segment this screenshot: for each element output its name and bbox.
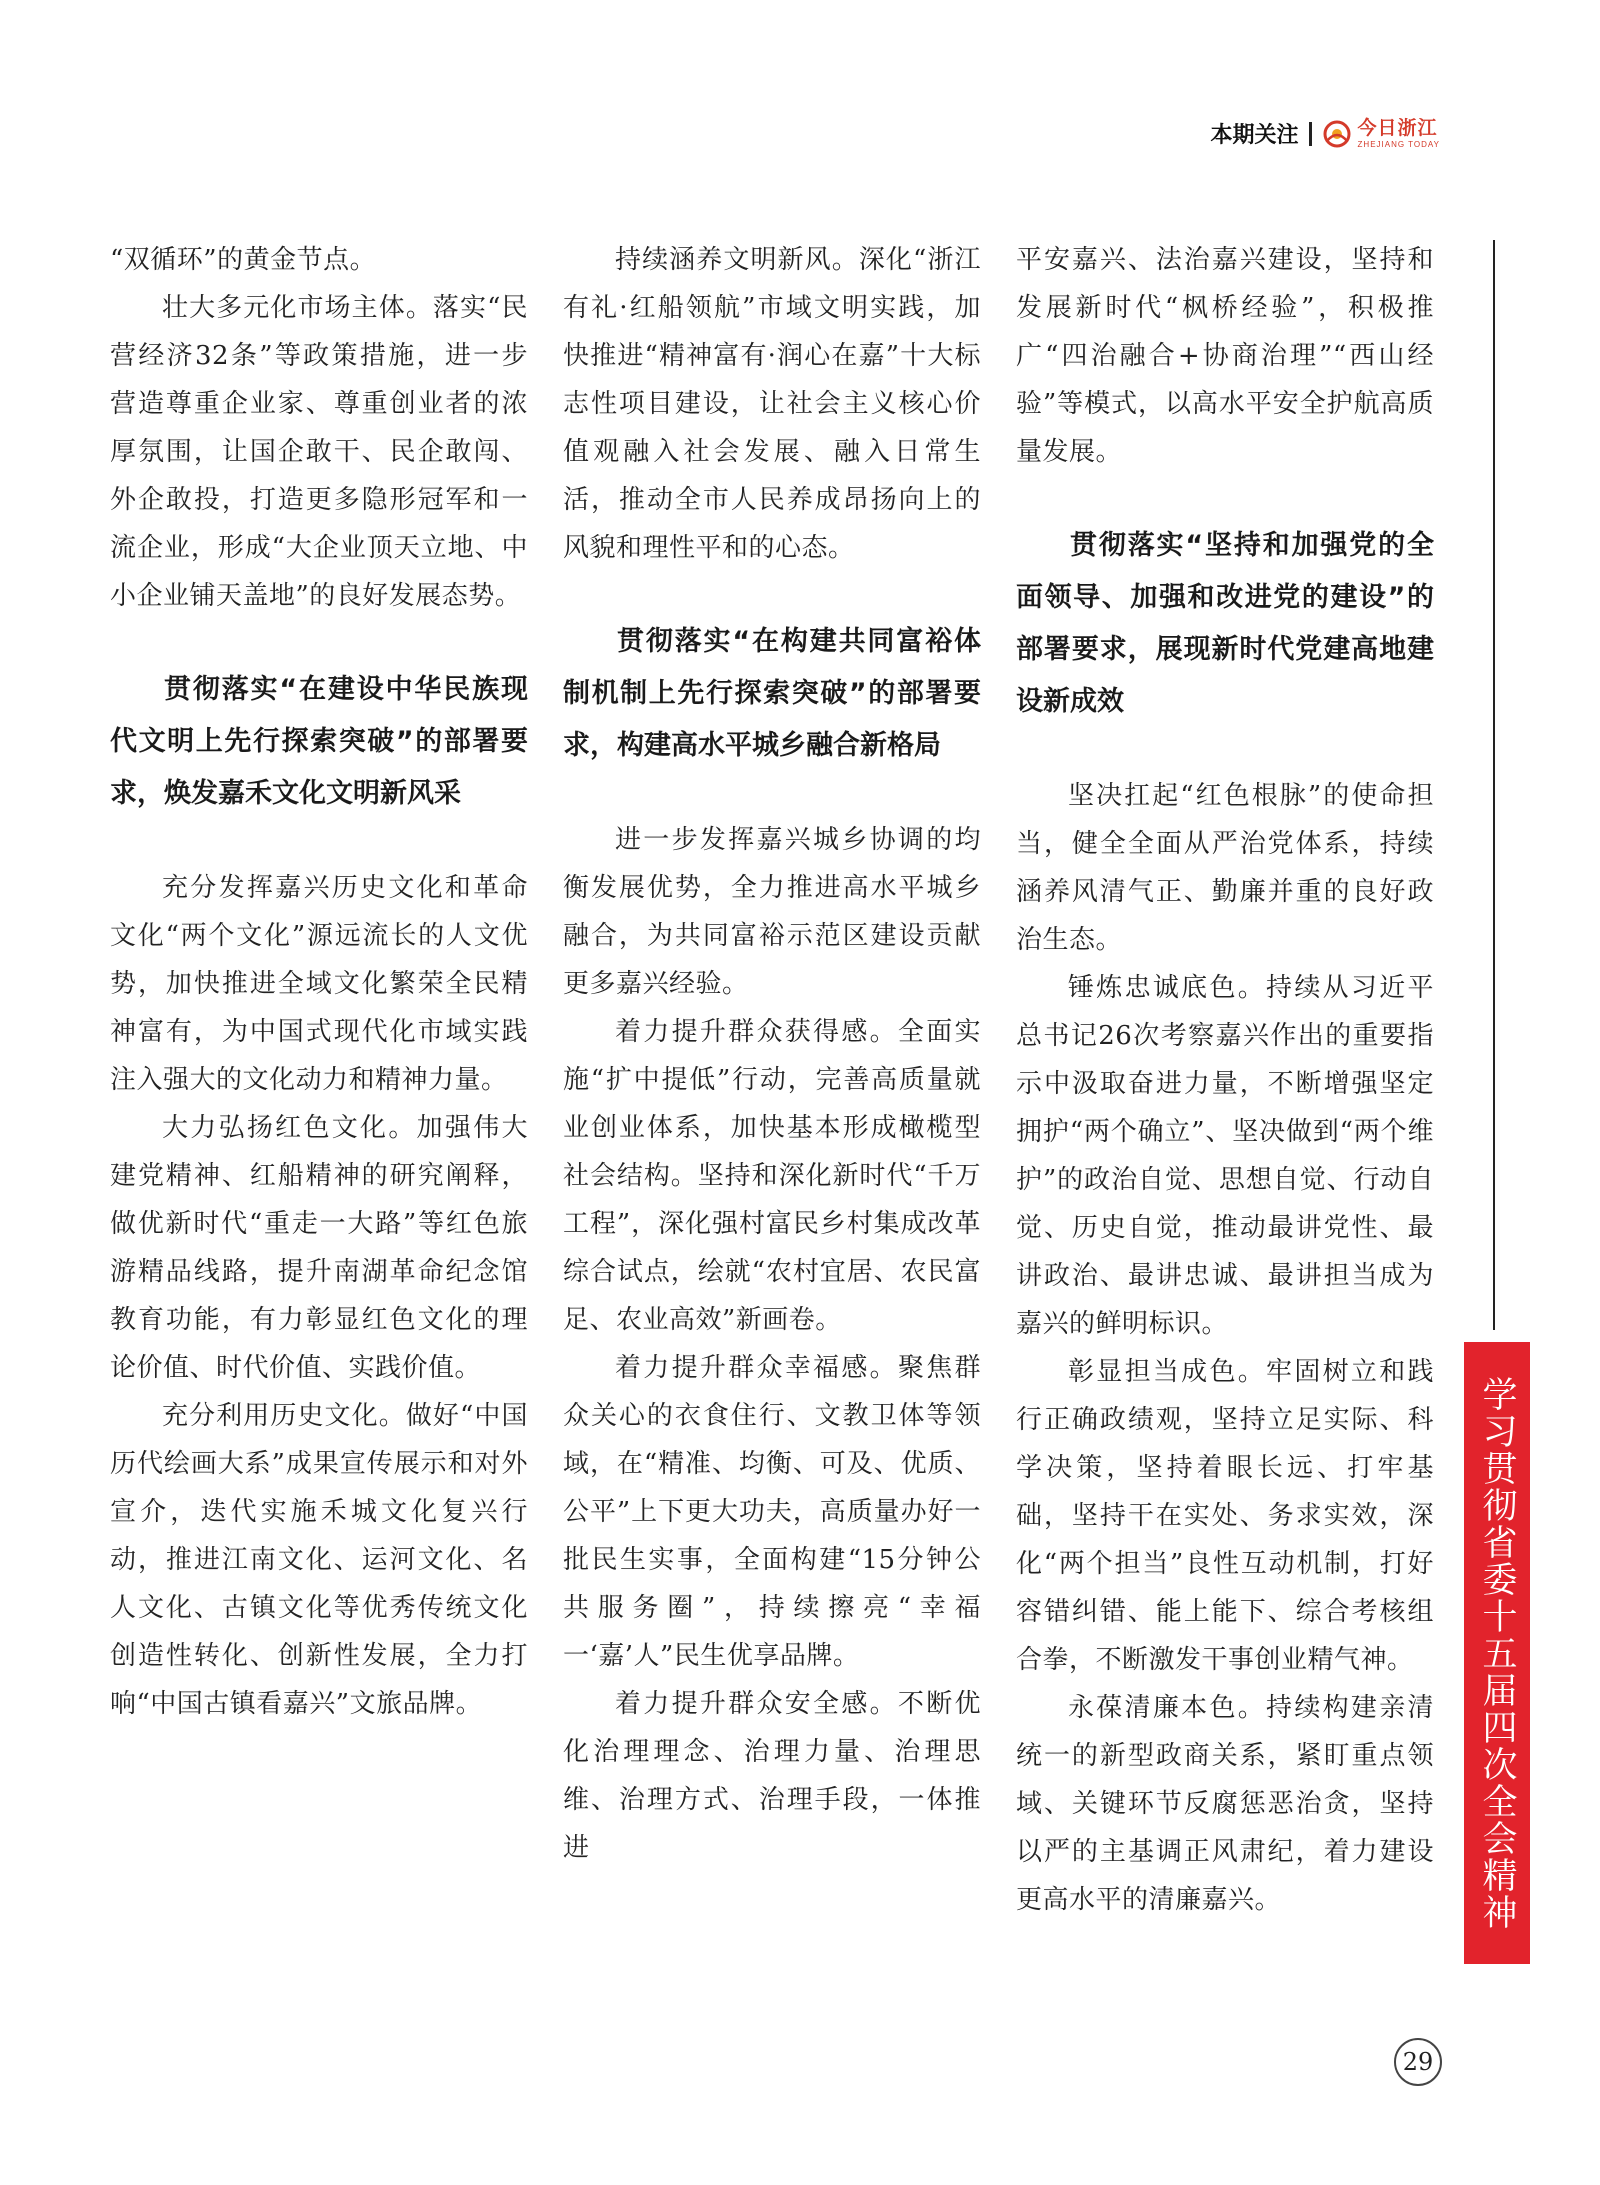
section-heading: 贯彻落实“坚持和加强党的全面领导、加强和改进党的建设”的部署要求，展现新时代党建高地建设新成效 (1016, 530, 1434, 717)
section-heading: 贯彻落实“在建设中华民族现代文明上先行探索突破”的部署要求，焕发嘉禾文化文明新风采 (110, 674, 528, 809)
paragraph: 着力提升群众获得感。全面实施“扩中提低”行动，完善高质量就业创业体系，加快基本形成橄榄型社会结构。坚持和深化新时代“千万工程”，深化强村富民乡村集成改革综合试点，绘就“农村宜居、农民富足、农业高效”新画卷。 (563, 1017, 981, 1335)
paragraph: 着力提升群众安全感。不断优化治理理念、治理力量、治理思维、治理方式、治理手段，一体推进 (563, 1689, 981, 1863)
column-2 (563, 236, 981, 1872)
column-name: 本期关注 (1210, 122, 1299, 147)
zhejiang-today-logo (1322, 119, 1440, 149)
paragraph: 壮大多元化市场主体。落实“民营经济32条”等政策措施，进一步营造尊重企业家、尊重创业者的浓厚氛围，让国企敢干、民企敢闯、外企敢投，打造更多隐形冠军和一流企业，形成“大企业顶天立地、中小企业铺天盖地”的良好发展态势。 (110, 293, 528, 611)
paragraph: 永葆清廉本色。持续构建亲清统一的新型政商关系，紧盯重点领域、关键环节反腐惩恶治贪，坚持以严的主基调正风肃纪，着力建设更高水平的清廉嘉兴。 (1016, 1693, 1434, 1915)
paragraph: 大力弘扬红色文化。加强伟大建党精神、红船精神的研究阐释，做优新时代“重走一大路”等红色旅游精品线路，提升南湖革命纪念馆教育功能，有力彰显红色文化的理论价值、时代价值、实践价值。 (110, 1113, 528, 1383)
paragraph: 着力提升群众幸福感。聚焦群众关心的衣食住行、文教卫体等领域，在“精准、均衡、可及、优质、公平”上下更大功夫，高质量办好一批民生实事，全面构建“15分钟公共服务圈”，持续擦亮“幸福一‘嘉’人”民生优享品牌。 (563, 1353, 981, 1671)
side-banner (1464, 1342, 1530, 1964)
header-divider (1309, 122, 1312, 146)
column-1 (110, 236, 528, 1728)
page-header (1211, 118, 1440, 149)
section-heading: 贯彻落实“在构建共同富裕体制机制上先行探索突破”的部署要求，构建高水平城乡融合新格局 (563, 626, 981, 761)
logo-emblem-icon (1322, 119, 1352, 149)
side-banner-text: 学习贯彻省委十五届四次全会精神 (1477, 1375, 1517, 1931)
paragraph: 彰显担当成色。牢固树立和践行正确政绩观，坚持立足实际、科学决策，坚持着眼长远、打牢基础，坚持干在实处、务求实效，深化“两个担当”良性互动机制，打好容错纠错、能上能下、综合考核组合拳，不断激发干事创业精气神。 (1016, 1357, 1434, 1675)
side-rule (1493, 240, 1495, 1330)
paragraph: 坚决扛起“红色根脉”的使命担当，健全全面从严治党体系，持续涵养风清气正、勤廉并重的良好政治生态。 (1016, 781, 1434, 955)
paragraph: 进一步发挥嘉兴城乡协调的均衡发展优势，全力推进高水平城乡融合，为共同富裕示范区建设贡献更多嘉兴经验。 (563, 825, 981, 999)
paragraph: 充分利用历史文化。做好“中国历代绘画大系”成果宣传展示和对外宣介，迭代实施禾城文化复兴行动，推进江南文化、运河文化、名人文化、古镇文化等优秀传统文化创造性转化、创新性发展，全力打响“中国古镇看嘉兴”文旅品牌。 (110, 1401, 528, 1719)
logo-chinese: 今日浙江 (1357, 117, 1438, 139)
paragraph: 充分发挥嘉兴历史文化和革命文化“两个文化”源远流长的人文优势，加快推进全域文化繁荣全民精神富有，为中国式现代化市域实践注入强大的文化动力和精神力量。 (110, 873, 528, 1095)
page-number: 29 (1394, 2038, 1442, 2086)
paragraph: 持续涵养文明新风。深化“浙江有礼·红船领航”市域文明实践，加快推进“精神富有·润心在嘉”十大标志性项目建设，让社会主义核心价值观融入社会发展、融入日常生活，推动全市人民养成昂扬向上的风貌和理性平和的心态。 (563, 245, 981, 563)
logo-english: ZHEJIANG TODAY (1357, 139, 1440, 149)
paragraph: 锤炼忠诚底色。持续从习近平总书记26次考察嘉兴作出的重要指示中汲取奋进力量，不断增强坚定拥护“两个确立”、坚决做到“两个维护”的政治自觉、思想自觉、行动自觉、历史自觉，推动最讲党性、最讲政治、最讲忠诚、最讲担当成为嘉兴的鲜明标识。 (1016, 973, 1434, 1339)
paragraph: 平安嘉兴、法治嘉兴建设，坚持和发展新时代“枫桥经验”，积极推广“四治融合+协商治理”“西山经验”等模式，以高水平安全护航高质量发展。 (1016, 245, 1434, 467)
paragraph: “双循环”的黄金节点。 (110, 245, 377, 275)
column-3 (1016, 236, 1434, 1924)
